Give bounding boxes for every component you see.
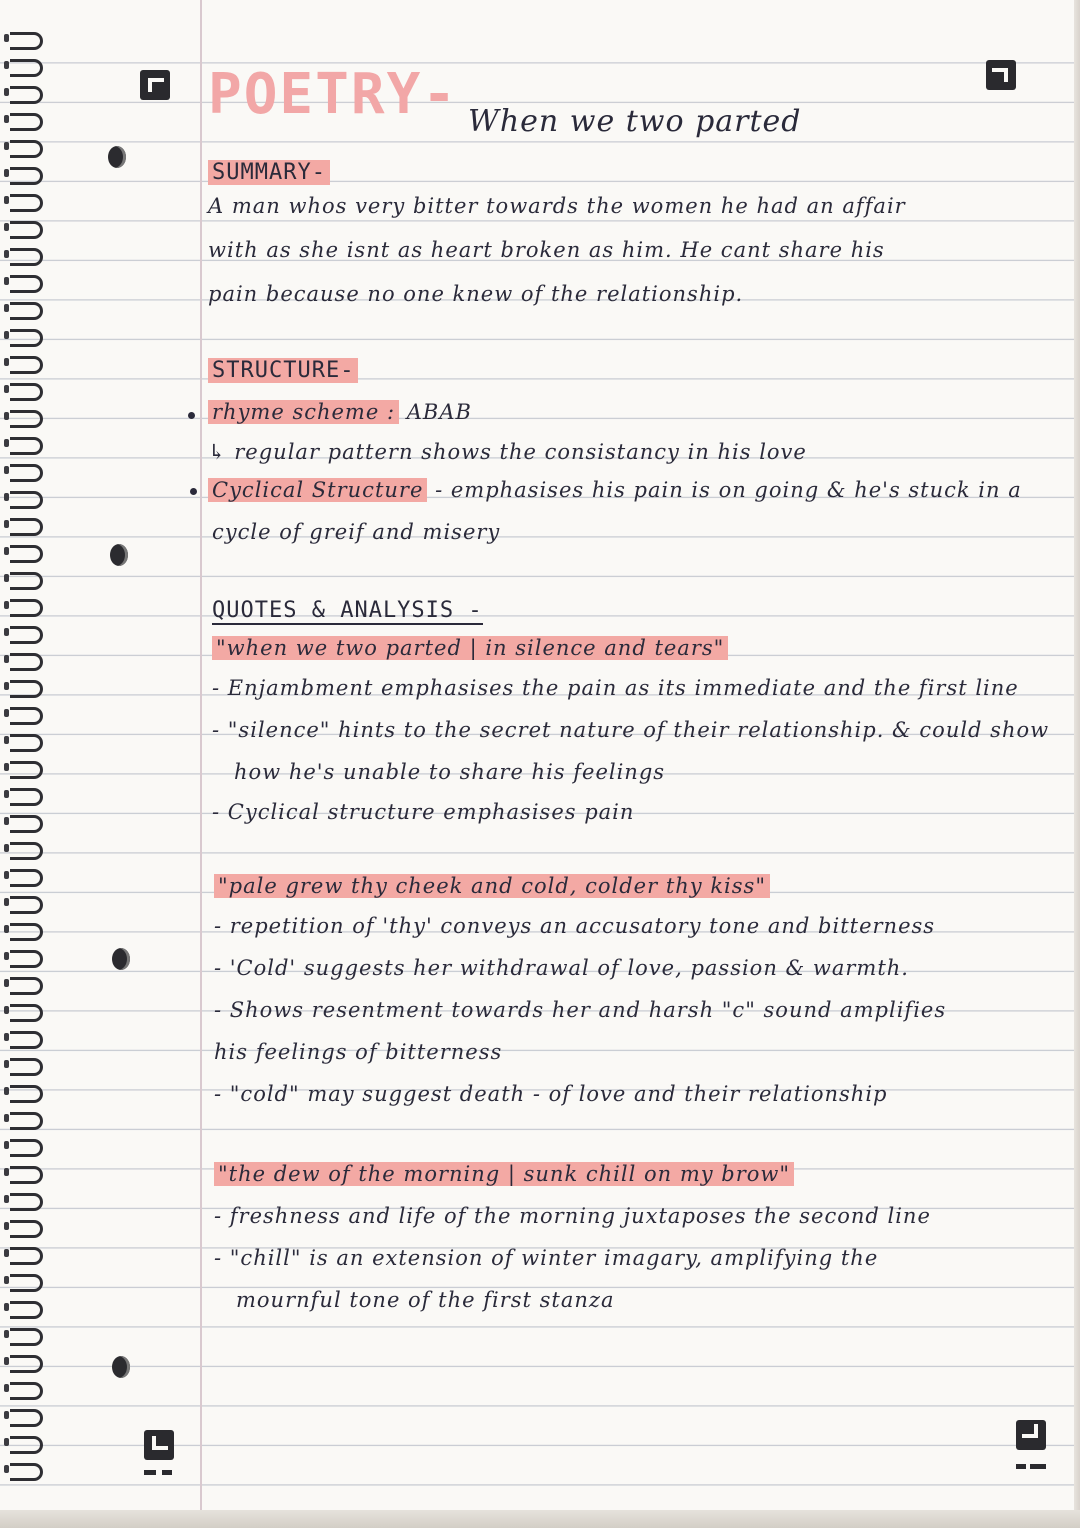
spiral-coil	[4, 1137, 44, 1155]
spiral-coil	[4, 354, 44, 372]
quote-3: "the dew of the morning | sunk chill on my brow"	[214, 1162, 794, 1186]
summary-line: A man whos very bitter towards the women he had an affair	[208, 194, 906, 218]
quote-1: "when we two parted | in silence and tears"	[212, 636, 728, 660]
spiral-coil	[4, 435, 44, 453]
corner-marker-icon	[986, 60, 1016, 90]
analysis-line: his feelings of bitterness	[214, 1040, 503, 1064]
spiral-coil	[4, 1380, 44, 1398]
corner-marker-icon	[1016, 1420, 1046, 1450]
spiral-coil	[4, 570, 44, 588]
corner-marker-dash	[162, 1470, 172, 1475]
rhyme-note: ↳ regular pattern shows the consistancy in his love	[208, 440, 807, 464]
analysis-line: - "chill" is an extension of winter imagary, amplifying the	[214, 1246, 879, 1270]
summary-line: with as she isnt as heart broken as him. He cant share his	[208, 238, 885, 262]
spiral-coil	[4, 786, 44, 804]
corner-marker-dash	[1030, 1464, 1046, 1469]
spiral-coil	[4, 84, 44, 102]
analysis-line: - Shows resentment towards her and harsh "c" sound amplifies	[214, 998, 947, 1022]
punch-hole	[112, 948, 130, 970]
margin-line	[200, 0, 202, 1528]
analysis-line: - 'Cold' suggests her withdrawal of love, passion & warmth.	[214, 956, 909, 980]
spiral-coil	[4, 1056, 44, 1074]
spiral-coil	[4, 1353, 44, 1371]
spiral-coil	[4, 894, 44, 912]
spiral-coil	[4, 1245, 44, 1263]
page-edge	[1074, 0, 1080, 1528]
spiral-coil	[4, 30, 44, 48]
poem-title: When we two parted	[468, 104, 802, 139]
spiral-coil	[4, 624, 44, 642]
spiral-coil	[4, 975, 44, 993]
spiral-coil	[4, 381, 44, 399]
spiral-coil	[4, 192, 44, 210]
corner-marker-icon	[140, 70, 170, 100]
spiral-coil	[4, 111, 44, 129]
spiral-coil	[4, 759, 44, 777]
spiral-coil	[4, 732, 44, 750]
spiral-coil	[4, 57, 44, 75]
spiral-coil	[4, 1434, 44, 1452]
bullet-icon	[190, 488, 197, 495]
spiral-coil	[4, 246, 44, 264]
corner-marker-dash	[144, 1470, 156, 1475]
spiral-coil	[4, 1191, 44, 1209]
analysis-line: - repetition of 'thy' conveys an accusatory tone and bitterness	[214, 914, 936, 938]
spiral-coil	[4, 705, 44, 723]
punch-hole	[108, 146, 126, 168]
spiral-coil	[4, 138, 44, 156]
spiral-coil	[4, 1326, 44, 1344]
spiral-coil	[4, 840, 44, 858]
page-title: POETRY-	[208, 62, 459, 127]
spiral-coil	[4, 543, 44, 561]
spiral-coil	[4, 462, 44, 480]
corner-marker-icon	[144, 1430, 174, 1460]
cyclical-structure: Cyclical Structure - emphasises his pain is on going & he's stuck in a	[208, 478, 1022, 502]
page-edge-bottom	[0, 1510, 1080, 1528]
spiral-binding	[4, 30, 50, 1490]
spiral-coil	[4, 300, 44, 318]
quotes-heading: QUOTES & ANALYSIS -	[212, 598, 483, 623]
structure-heading: STRUCTURE-	[208, 358, 358, 383]
punch-hole	[112, 1356, 130, 1378]
rhyme-scheme: rhyme scheme : ABAB	[208, 400, 472, 424]
spiral-coil	[4, 1218, 44, 1236]
spiral-coil	[4, 867, 44, 885]
analysis-line: - "cold" may suggest death - of love and their relationship	[214, 1082, 888, 1106]
spiral-coil	[4, 1164, 44, 1182]
spiral-coil	[4, 408, 44, 426]
analysis-line: how he's unable to share his feelings	[234, 760, 666, 784]
spiral-coil	[4, 1083, 44, 1101]
spiral-coil	[4, 1461, 44, 1479]
spiral-coil	[4, 327, 44, 345]
analysis-line: mournful tone of the first stanza	[236, 1288, 615, 1312]
punch-hole	[110, 544, 128, 566]
corner-marker-dash	[1016, 1464, 1026, 1469]
summary-line: pain because no one knew of the relationship.	[208, 282, 744, 306]
spiral-coil	[4, 219, 44, 237]
spiral-coil	[4, 165, 44, 183]
spiral-coil	[4, 1407, 44, 1425]
spiral-coil	[4, 516, 44, 534]
spiral-coil	[4, 1110, 44, 1128]
summary-heading: SUMMARY-	[208, 160, 330, 185]
spiral-coil	[4, 1002, 44, 1020]
spiral-coil	[4, 813, 44, 831]
bullet-icon	[188, 412, 195, 419]
analysis-line: - Cyclical structure emphasises pain	[212, 800, 635, 824]
quote-2: "pale grew thy cheek and cold, colder thy kiss"	[214, 874, 770, 898]
spiral-coil	[4, 489, 44, 507]
spiral-coil	[4, 1299, 44, 1317]
analysis-line: - Enjambment emphasises the pain as its immediate and the first line	[212, 676, 1019, 700]
spiral-coil	[4, 948, 44, 966]
spiral-coil	[4, 1029, 44, 1047]
spiral-coil	[4, 678, 44, 696]
spiral-coil	[4, 597, 44, 615]
cyclical-structure-cont: cycle of greif and misery	[212, 520, 501, 544]
analysis-line: - "silence" hints to the secret nature of their relationship. & could show	[212, 718, 1050, 742]
spiral-coil	[4, 1272, 44, 1290]
spiral-coil	[4, 273, 44, 291]
spiral-coil	[4, 921, 44, 939]
analysis-line: - freshness and life of the morning juxtaposes the second line	[214, 1204, 931, 1228]
spiral-coil	[4, 651, 44, 669]
